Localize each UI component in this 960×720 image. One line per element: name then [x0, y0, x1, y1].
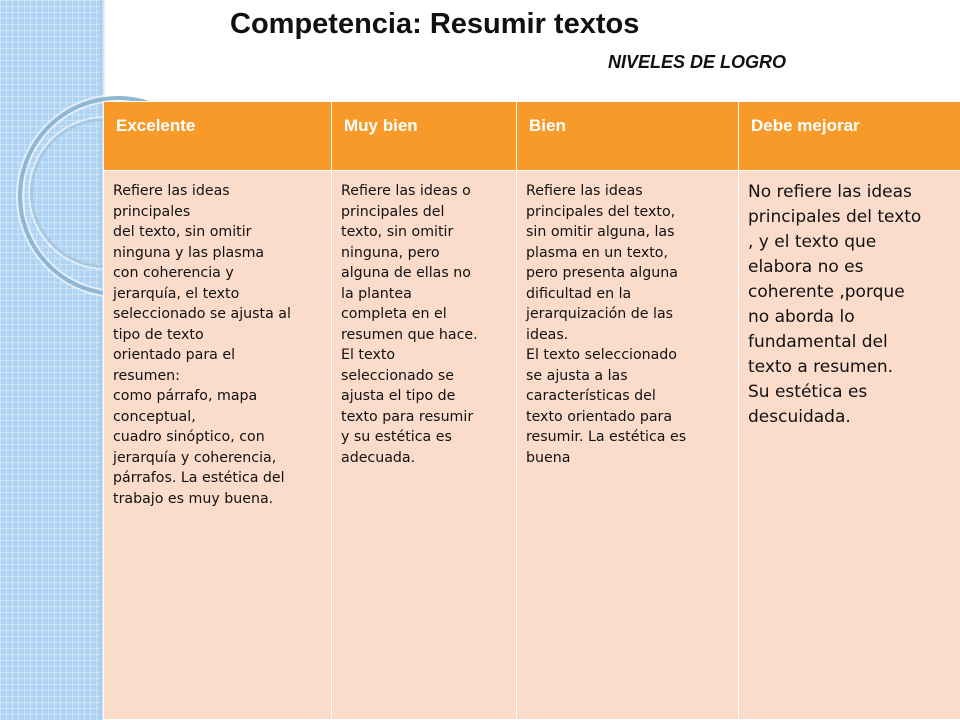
page-title: Competencia: Resumir textos — [230, 8, 640, 40]
header-bien: Bien — [517, 102, 739, 171]
page-subtitle: NIVELES DE LOGRO — [608, 52, 787, 72]
cell-bien — [517, 171, 739, 720]
cell-debe-mejorar — [739, 171, 960, 720]
table-row — [104, 171, 960, 720]
header-muy-bien: Muy bien — [332, 102, 517, 171]
cell-bien-text: Refiere las ideas principales del texto, sin omitir alguna, las plasma en un texto, pero presenta alguna dificultad en la jerarquización de las ideas. El texto seleccionado se ajusta a las características del texto orientado para resumir. La estética es buena — [526, 183, 687, 466]
cell-excelente-text: Refiere las ideas principales del texto, sin omitir ninguna y las plasma con coherencia y jerarquía, el texto seleccionado se ajusta al tipo de texto orientado para el resumen: como párrafo, mapa conceptual, cuadro sinóptico, con jerarquía y coherencia, párrafos. La estética del trabajo es muy buena. — [113, 183, 291, 507]
cell-debe-mejorar-text: No refiere las ideas principales del texto , y el texto que elabora no es coherente ,porque no aborda lo fundamental del texto a resumen. Su estética es descuidada. — [748, 182, 922, 427]
cell-muy-bien-text: Refiere las ideas o principales del texto, sin omitir ninguna, pero alguna de ellas no la plantea completa en el resumen que hace. El texto seleccionado se ajusta el tipo de texto para resumir y su estética es adecuada. — [341, 183, 478, 466]
cell-excelente — [104, 171, 332, 720]
header-excelente: Excelente — [104, 102, 332, 171]
rubric-table — [103, 101, 960, 720]
cell-muy-bien — [332, 171, 517, 720]
table-header-row — [104, 102, 960, 171]
header-debe-mejorar: Debe mejorar — [739, 102, 960, 171]
